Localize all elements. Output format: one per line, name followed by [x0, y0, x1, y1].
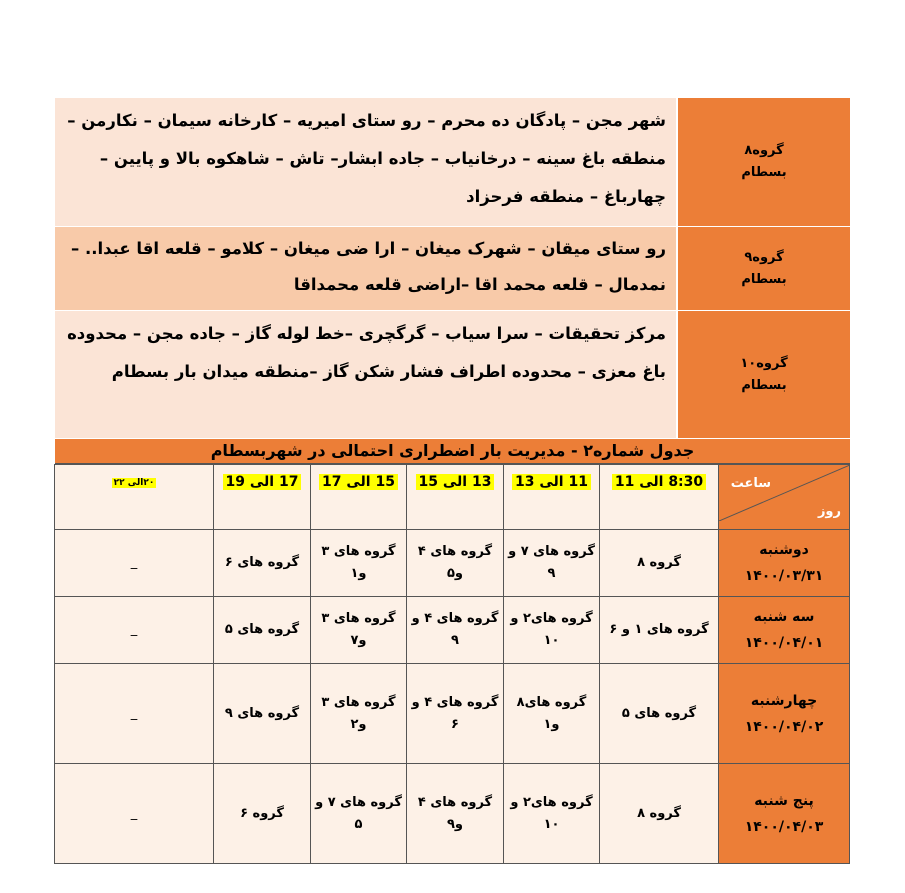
schedule-cell: گروه های۸ و۱	[504, 664, 600, 764]
day-date: ۱۴۰۰/۰۳/۳۱	[744, 568, 824, 584]
day-date: ۱۴۰۰/۰۴/۰۲	[744, 718, 824, 735]
schedule-cell: گروه های ۳ و۱	[311, 530, 407, 597]
group-10-label	[676, 311, 850, 438]
day-name: دوشنبه	[759, 542, 809, 558]
hour-header	[311, 465, 407, 530]
schedule-cell: گروه های ۴ و۵	[407, 530, 504, 597]
group-area-text: بسطام	[741, 165, 787, 180]
corner-time-label: ساعت	[730, 476, 771, 491]
schedule-cell: گروه های ۶	[214, 530, 311, 597]
corner-cell	[719, 465, 850, 530]
table-row	[55, 764, 850, 864]
hour-header	[55, 465, 214, 530]
schedule-cell: گروه های ۷ و ۵	[311, 764, 407, 864]
group-9-label	[676, 227, 850, 310]
schedule-cell: گروه ۸	[600, 764, 719, 864]
group-10-areas: مرکز تحقیقات – سرا سیاب – گرگچری –خط لوله گاز – جاده مجن – محدوده باغ معزی – محدوده اطراف فشار شکن گاز –منطقه میدان بار بسطام	[55, 311, 676, 438]
table-row	[55, 530, 850, 597]
schedule-cell: گروه های ۵	[600, 664, 719, 764]
day-cell	[719, 764, 850, 864]
schedule-cell: گروه های ۴ و ۶	[407, 664, 504, 764]
group-label-text: گروه۹	[744, 249, 784, 265]
hour-label: 17 الی 19	[223, 474, 302, 490]
group-9-areas: رو ستای میقان – شهرک میغان – ارا ضی میغان – کلامو – قلعه اقا عبدا.. – نمدمال – قلعه محمد اقا –اراضی قلعه محمداقا	[55, 227, 676, 310]
group-area-text: بسطام	[741, 377, 787, 393]
schedule-cell: گروه های۲ و ۱۰	[504, 764, 600, 864]
day-date: ۱۴۰۰/۰۴/۰۱	[744, 635, 824, 651]
hour-header	[407, 465, 504, 530]
group-label-text: گروه۸	[744, 143, 784, 158]
table-row	[55, 597, 850, 664]
schedule-cell: _	[55, 764, 214, 864]
hour-label: 13 الی 15	[416, 474, 495, 490]
document	[55, 98, 850, 864]
schedule-cell: گروه های ۴ و۹	[407, 764, 504, 864]
group-label-text: گروه۱۰	[740, 355, 788, 371]
schedule-cell: گروه ۸	[600, 530, 719, 597]
schedule-cell: گروه ۶	[214, 764, 311, 864]
group-8-label	[676, 98, 850, 226]
hour-header	[504, 465, 600, 530]
schedule-cell: گروه های ۴ و ۹	[407, 597, 504, 664]
schedule-cell: گروه های ۱ و ۶	[600, 597, 719, 664]
schedule-cell: _	[55, 664, 214, 764]
hour-label: 15 الی 17	[319, 474, 398, 490]
table-title: جدول شماره۲ - مدیریت بار اضطراری احتمالی در شهربسطام	[55, 439, 850, 464]
group-8-row	[55, 98, 850, 227]
schedule-table	[54, 464, 850, 864]
hour-label: 8:30 الی 11	[612, 474, 706, 490]
group-area-text: بسطام	[741, 271, 787, 287]
schedule-cell: گروه های ۷ و ۹	[504, 530, 600, 597]
day-date: ۱۴۰۰/۰۴/۰۳	[744, 818, 824, 835]
day-name: سه شنبه	[753, 609, 815, 625]
hour-header	[214, 465, 311, 530]
schedule-cell: _	[55, 597, 214, 664]
group-8-areas: شهر مجن – پادگان ده محرم – رو ستای امیریه – کارخانه سیمان – نکارمن –منطقه باغ سینه – درخانیاب – جاده ابشار– تاش – شاهکوه بالا و پایین – چهارباغ – منطقه فرحزاد	[55, 98, 676, 226]
schedule-cell: گروه های ۳ و۷	[311, 597, 407, 664]
header-row	[55, 465, 850, 530]
day-cell	[719, 530, 850, 597]
day-name: چهارشنبه	[750, 692, 818, 709]
schedule-cell: گروه های ۹	[214, 664, 311, 764]
hour-label: 11 الی 13	[512, 474, 591, 490]
group-10-row	[55, 311, 850, 439]
group-9-row	[55, 227, 850, 311]
schedule-cell: گروه های ۳ و۲	[311, 664, 407, 764]
day-cell	[719, 664, 850, 764]
schedule-cell: گروه های ۵	[214, 597, 311, 664]
corner-day-label: روز	[817, 504, 841, 519]
schedule-cell: _	[55, 530, 214, 597]
day-cell	[719, 597, 850, 664]
day-name: پنج شنبه	[754, 792, 814, 809]
hour-header	[600, 465, 719, 530]
hour-label: ۲۰الی ۲۲	[113, 478, 155, 488]
schedule-cell: گروه های۲ و ۱۰	[504, 597, 600, 664]
table-row	[55, 664, 850, 764]
